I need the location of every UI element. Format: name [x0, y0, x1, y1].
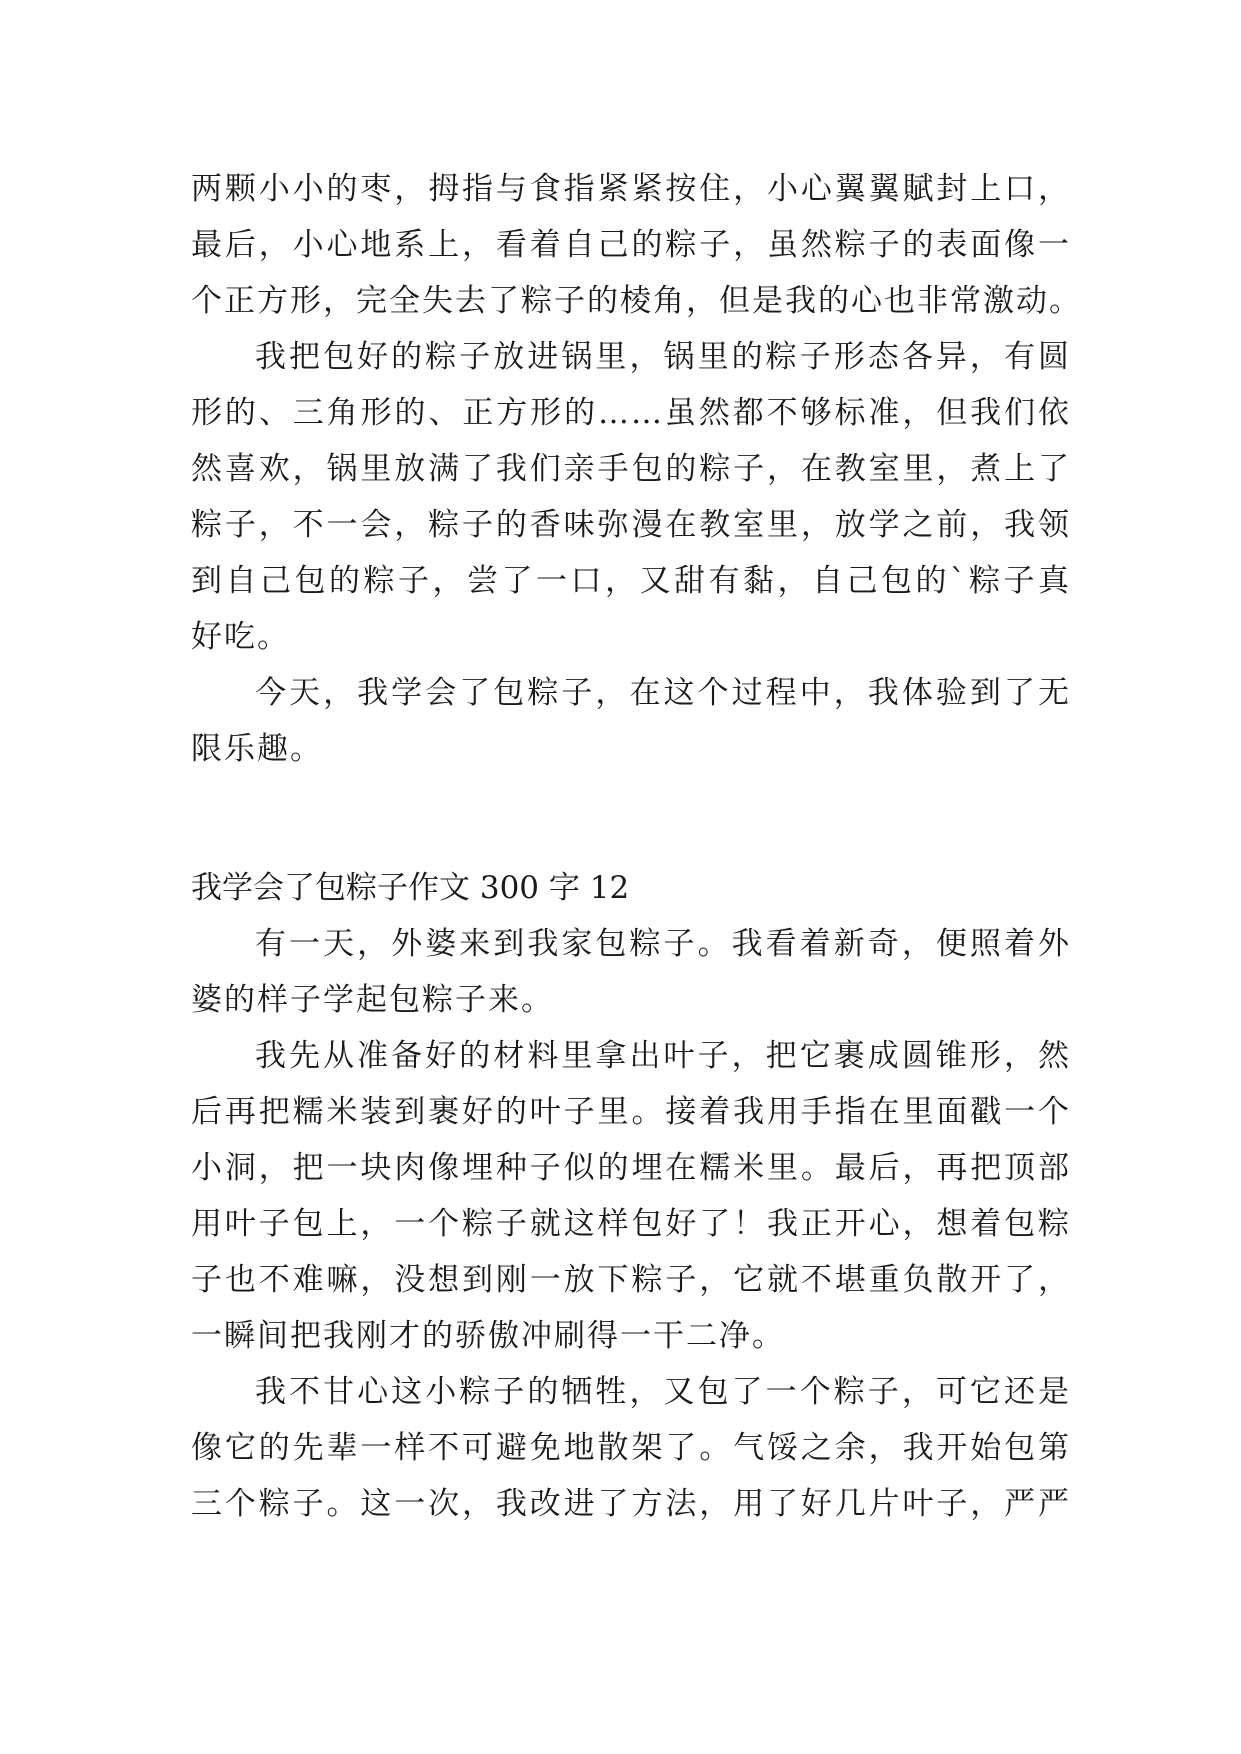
text-line: 三个粽子。这一次，我改进了方法，用了好几片叶子，严严: [191, 1486, 1071, 1522]
text-line: 到自己包的粽子，尝了一口，又甜有黏，自己包的`粽子真: [191, 563, 1071, 599]
text-line: 形的、三角形的、正方形的……虽然都不够标准，但我们依: [191, 395, 1071, 431]
text-line: 我不甘心这小粽子的牺牲，又包了一个粽子，可它还是: [255, 1374, 1071, 1410]
text-line: 限乐趣。: [191, 731, 323, 767]
text-line: 最后，小心地系上，看着自己的粽子，虽然粽子的表面像一: [191, 227, 1071, 263]
text-line: 子也不难嘛，没想到刚一放下粽子，它就不堪重负散开了，: [191, 1262, 1071, 1298]
text-line: 小洞，把一块肉像埋种子似的埋在糯米里。最后，再把顶部: [191, 1150, 1071, 1186]
text-line: 用叶子包上，一个粽子就这样包好了！我正开心，想着包粽: [191, 1206, 1071, 1242]
text-line: 我把包好的粽子放进锅里，锅里的粽子形态各异，有圆: [255, 339, 1071, 375]
text-line: 后再把糯米装到裹好的叶子里。接着我用手指在里面戳一个: [191, 1094, 1071, 1130]
text-line: 今天，我学会了包粽子，在这个过程中，我体验到了无: [255, 675, 1071, 711]
essay-heading: 我学会了包粽子作文 300 字 12: [191, 870, 630, 906]
text-line: 然喜欢，锅里放满了我们亲手包的粽子，在教室里，煮上了: [191, 451, 1071, 487]
text-line: 我先从准备好的材料里拿出叶子，把它裹成圆锥形，然: [255, 1038, 1071, 1074]
text-line: 有一天，外婆来到我家包粽子。我看着新奇，便照着外: [255, 926, 1071, 962]
text-line: 像它的先辈一样不可避免地散架了。气馁之余，我开始包第: [191, 1430, 1071, 1466]
text-line: 个正方形，完全失去了粽子的棱角，但是我的心也非常激动。: [191, 283, 1082, 319]
text-line: 一瞬间把我刚才的骄傲冲刷得一干二净。: [191, 1318, 785, 1354]
text-line: 粽子，不一会，粽子的香味弥漫在教室里，放学之前，我领: [191, 507, 1071, 543]
text-line: 两颗小小的枣，拇指与食指紧紧按住，小心翼翼賦封上口，: [191, 171, 1071, 207]
text-line: 好吃。: [191, 619, 290, 655]
text-line: 婆的样子学起包粽子来。: [191, 982, 554, 1018]
